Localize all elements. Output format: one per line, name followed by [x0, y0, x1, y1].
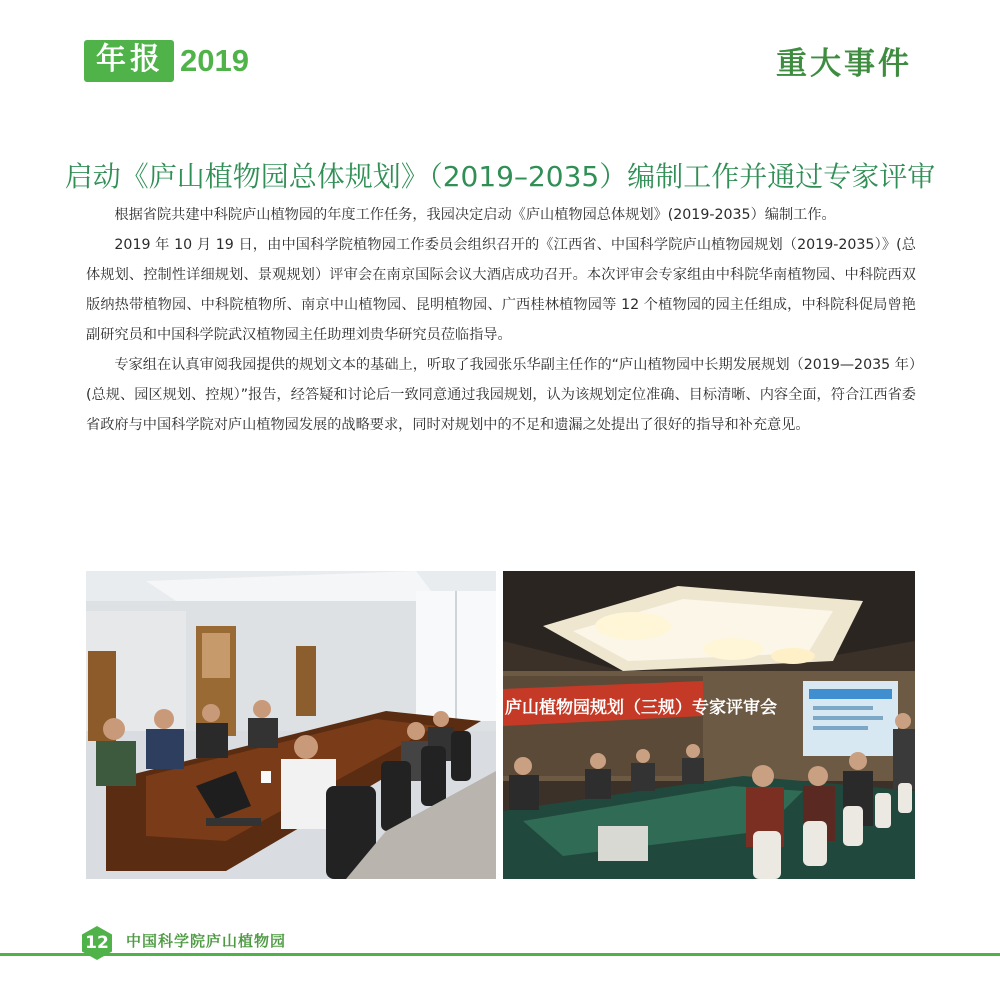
meeting-banner: 庐山植物园规划（三规）专家评审会	[505, 698, 777, 718]
meeting-photo-left	[86, 571, 496, 879]
brand-label: 年报	[84, 40, 174, 82]
section-title: 重大事件	[776, 46, 912, 82]
footer-organization: 中国科学院庐山植物园	[126, 932, 287, 950]
article-body	[86, 200, 916, 440]
page-number: 12	[85, 933, 109, 953]
footer-rule	[0, 953, 1000, 956]
paragraph-3: 专家组在认真审阅我园提供的规划文本的基础上，听取了我园张乐华副主任作的“庐山植物园中长期发展规划（2019—2035 年）(总规、园区规划、控规）”报告，经答疑和讨论后一致同意通过我园规划，认为该规划定位准确、目标清晰、内容全面，符合江西省委省政府与中国科学院对庐山植物园发展的战略要求，同时对规划中的不足和遗漏之处提出了很好的指导和补充意见。	[86, 357, 916, 433]
brand-year: 2019	[180, 43, 249, 78]
article-title: 启动《庐山植物园总体规划》（2019–2035）编制工作并通过专家评审	[64, 159, 936, 193]
annual-report-brand	[84, 40, 249, 82]
meeting-photo-right	[503, 571, 915, 879]
paragraph-1: 根据省院共建中科院庐山植物园的年度工作任务，我园决定启动《庐山植物园总体规划》(2019-2035）编制工作。	[114, 207, 836, 223]
paragraph-2: 2019 年 10 月 19 日，由中国科学院植物园工作委员会组织召开的《江西省、中国科学院庐山植物园规划（2019-2035）》(总体规划、控制性详细规划、景观规划）评审会在南京国际会议大酒店成功召开。本次评审会专家组由中科院华南植物园、中科院西双版纳热带植物园、中科院植物所、南京中山植物园、昆明植物园、广西桂林植物园等 12 个植物园的园主任组成，中科院科促局曾艳副研究员和中国科学院武汉植物园主任助理刘贵华研究员莅临指导。	[86, 237, 916, 343]
